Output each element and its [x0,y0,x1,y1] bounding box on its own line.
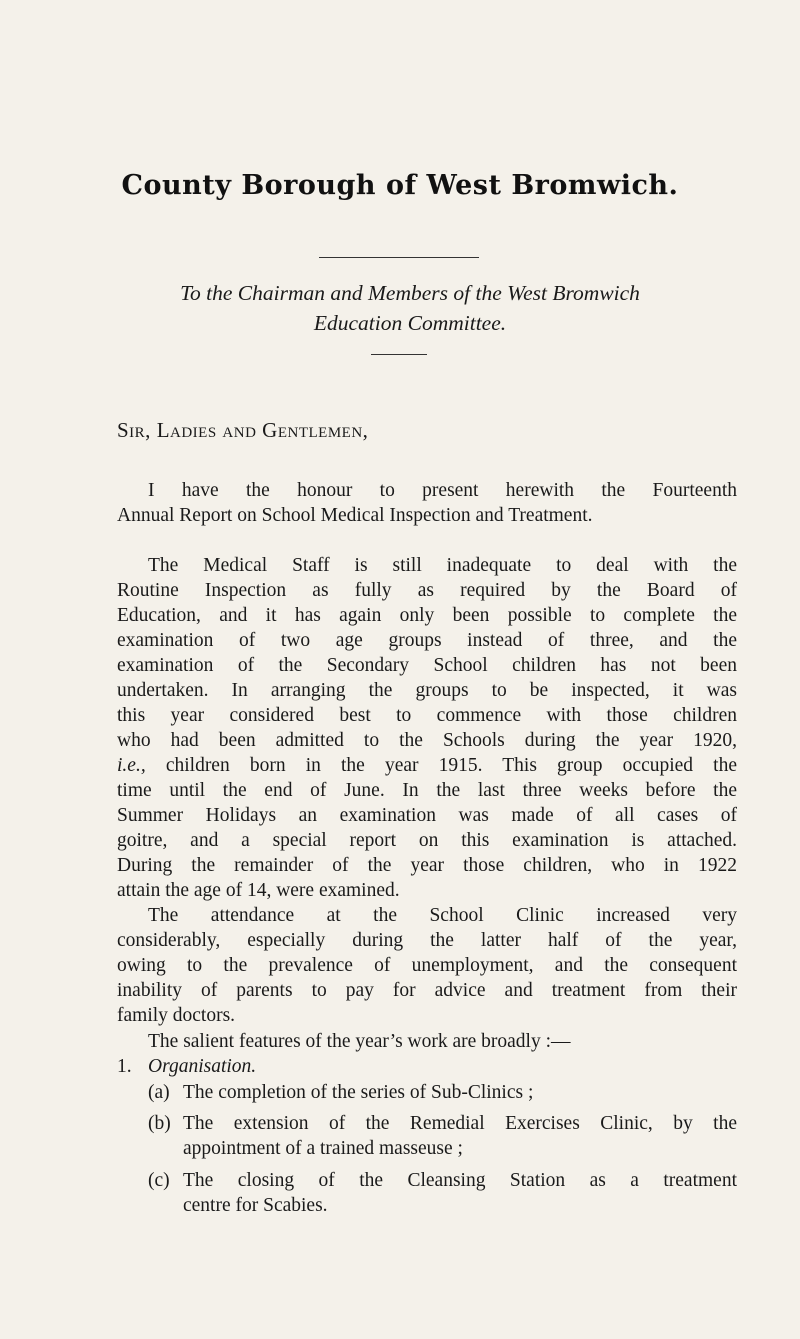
paragraph-intro [117,478,737,528]
paragraph-line: During the remainder of the year those children, who in 1922 [117,855,737,876]
list-item-text [183,1080,737,1105]
divider-rule [319,257,479,258]
paragraph-line: time until the end of June. In the last three weeks before the [117,780,737,801]
document-heading: County Borough of West Bromwich. [121,170,679,201]
list-item [148,1080,737,1105]
paragraph-line: considerably, especially during the latter half of the year, [117,930,737,951]
address-block [110,278,710,338]
paragraph-line: owing to the prevalence of unemployment, and the consequent [117,955,737,976]
list-item-label: (c) [148,1170,170,1191]
list-item-line: The closing of the Cleansing Station as a treatment [183,1170,737,1191]
salutation-ladies: Ladies and Gentlemen, [156,418,369,442]
paragraph-line: Annual Report on School Medical Inspection and Treatment. [117,505,593,526]
paragraph-line: inability of parents to pay for advice and treatment from their [117,980,737,1001]
paragraph-line: who had been admitted to the Schools during the year 1920, [117,730,737,751]
paragraph-line: Education, and it has again only been possible to complete the [117,605,737,626]
paragraph-line: this year considered best to commence with those children [117,705,737,726]
list-item-line: appointment of a trained masseuse ; [183,1138,463,1159]
paragraph-salient-features [117,1029,737,1054]
paragraph-line: I have the honour to present herewith the Fourteenth [148,480,737,501]
list-item [148,1111,737,1161]
list-item-text [183,1111,737,1161]
list-item-text [183,1168,737,1218]
paragraph-medical-staff [117,553,737,903]
paragraph-line: The attendance at the School Clinic increased very [148,905,737,926]
list-item-label: (b) [148,1113,171,1134]
paragraph-line: examination of two age groups instead of three, and the [117,630,737,651]
list-title: Organisation. [148,1056,257,1077]
list-number: 1. [117,1056,132,1077]
salutation-sir: Sir, [117,418,151,442]
paragraph-line [117,753,737,778]
ie-abbreviation: i.e., [117,755,146,776]
list-item-line: The completion of the series of Sub-Clinics ; [183,1082,534,1103]
paragraph-line: undertaken. In arranging the groups to be inspected, it was [117,680,737,701]
list-item-line: The extension of the Remedial Exercises Clinic, by the [183,1113,737,1134]
paragraph-line: attain the age of 14, were examined. [117,880,400,901]
salutation [117,418,368,443]
list-item-label: (a) [148,1082,170,1103]
paragraph-clinic-attendance [117,903,737,1028]
list-item [148,1168,737,1218]
paragraph-line-text: children born in the year 1915. This group occupied the [165,755,737,776]
paragraph-line: Routine Inspection as fully as required by the Board of [117,580,737,601]
paragraph-line: family doctors. [117,1005,236,1026]
divider-rule [371,354,427,355]
address-line: Education Committee. [313,311,507,335]
paragraph-line: Summer Holidays an examination was made of all cases of [117,805,737,826]
paragraph-line: The Medical Staff is still inadequate to deal with the [148,555,737,576]
paragraph-line: goitre, and a special report on this examination is attached. [117,830,737,851]
paragraph-line: The salient features of the year’s work are broadly :— [148,1031,571,1052]
address-line: To the Chairman and Members of the West Bromwich [180,281,640,305]
paragraph-line: examination of the Secondary School children has not been [117,655,737,676]
list-item-line: centre for Scabies. [183,1195,328,1216]
